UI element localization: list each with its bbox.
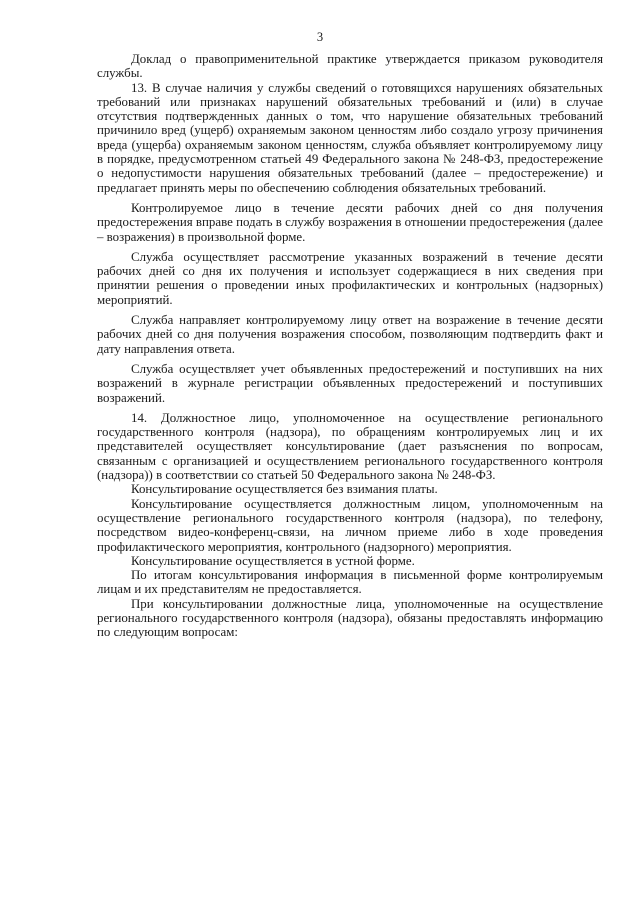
paragraph-report-approval: Доклад о правоприменительной практике утверждается приказом руководителя службы. — [97, 52, 603, 81]
paragraph-warnings-registry: Служба осуществляет учет объявленных предостережений и поступивших на них возражений в журнале регистрации объявленных предостережений и поступивших возражений. — [97, 361, 603, 405]
paragraph-13-warning: 13. В случае наличия у службы сведений о готовящихся нарушениях обязательных требований или признаках нарушений обязательных требований и (или) в случае отсутствия подтвержденных данных о том, что нарушение обязательных требований причинило вред (ущерб) охраняемым законом ценностям либо создало угрозу причинения вреда (ущерба) охраняемым законом ценностям, служба объявляет контролируемому лицу в порядке, предусмотренном статьей 49 Федерального закона № 248-ФЗ, предостережение о недопустимости нарушения обязательных требований (далее – предостережение) и предлагает принять меры по обеспечению соблюдения обязательных требований. — [97, 80, 603, 195]
paragraph-objections-review: Служба осуществляет рассмотрение указанных возражений в течение десяти рабочих дней со дня их получения и использует содержащиеся в них сведения при принятии решения о проведении иных профилактических и контрольных (надзорных) мероприятий. — [97, 249, 603, 307]
paragraph-consulting-methods: Консультирование осуществляется должностным лицом, уполномоченным на осуществление регионального государственного контроля (надзора), по телефону, посредством видео-конференц-связи, на личном приеме либо в ходе проведения профилактического мероприятия, контрольного (надзорного) мероприятия. — [97, 496, 603, 554]
paragraph-consulting-oral: Консультирование осуществляется в устной форме. — [131, 553, 415, 568]
paragraph-consulting-topics: При консультировании должностные лица, уполномоченные на осуществление регионального государственного контроля (надзора), обязаны предоставлять информацию по следующим вопросам: — [97, 596, 603, 640]
document-body — [97, 52, 603, 640]
paragraph-objections-right: Контролируемое лицо в течение десяти рабочих дней со дня получения предостережения вправе подать в службу возражения в отношении предостережения (далее – возражения) в произвольной форме. — [97, 200, 603, 244]
paragraph-14-consulting: 14. Должностное лицо, уполномоченное на осуществление регионального государственного контроля (надзора), по обращениям контролируемых лиц и их представителей осуществляет консультирование (дает разъяснения по вопросам, связанным с организацией и осуществлением регионального государственного контроля (надзора)) в соответствии со статьей 50 Федерального закона № 248-ФЗ. — [97, 410, 603, 483]
paragraph-objections-response: Служба направляет контролируемому лицу ответ на возражение в течение десяти рабочих дней со дня получения возражения способом, позволяющим подтвердить факт и дату направления ответа. — [97, 313, 603, 356]
paragraph-consulting-no-written: По итогам консультирования информация в письменной форме контролируемым лицам и их представителям не предоставляется. — [97, 568, 603, 597]
page-number: 3 — [316, 30, 324, 44]
paragraph-consulting-free: Консультирование осуществляется без взимания платы. — [131, 482, 438, 497]
